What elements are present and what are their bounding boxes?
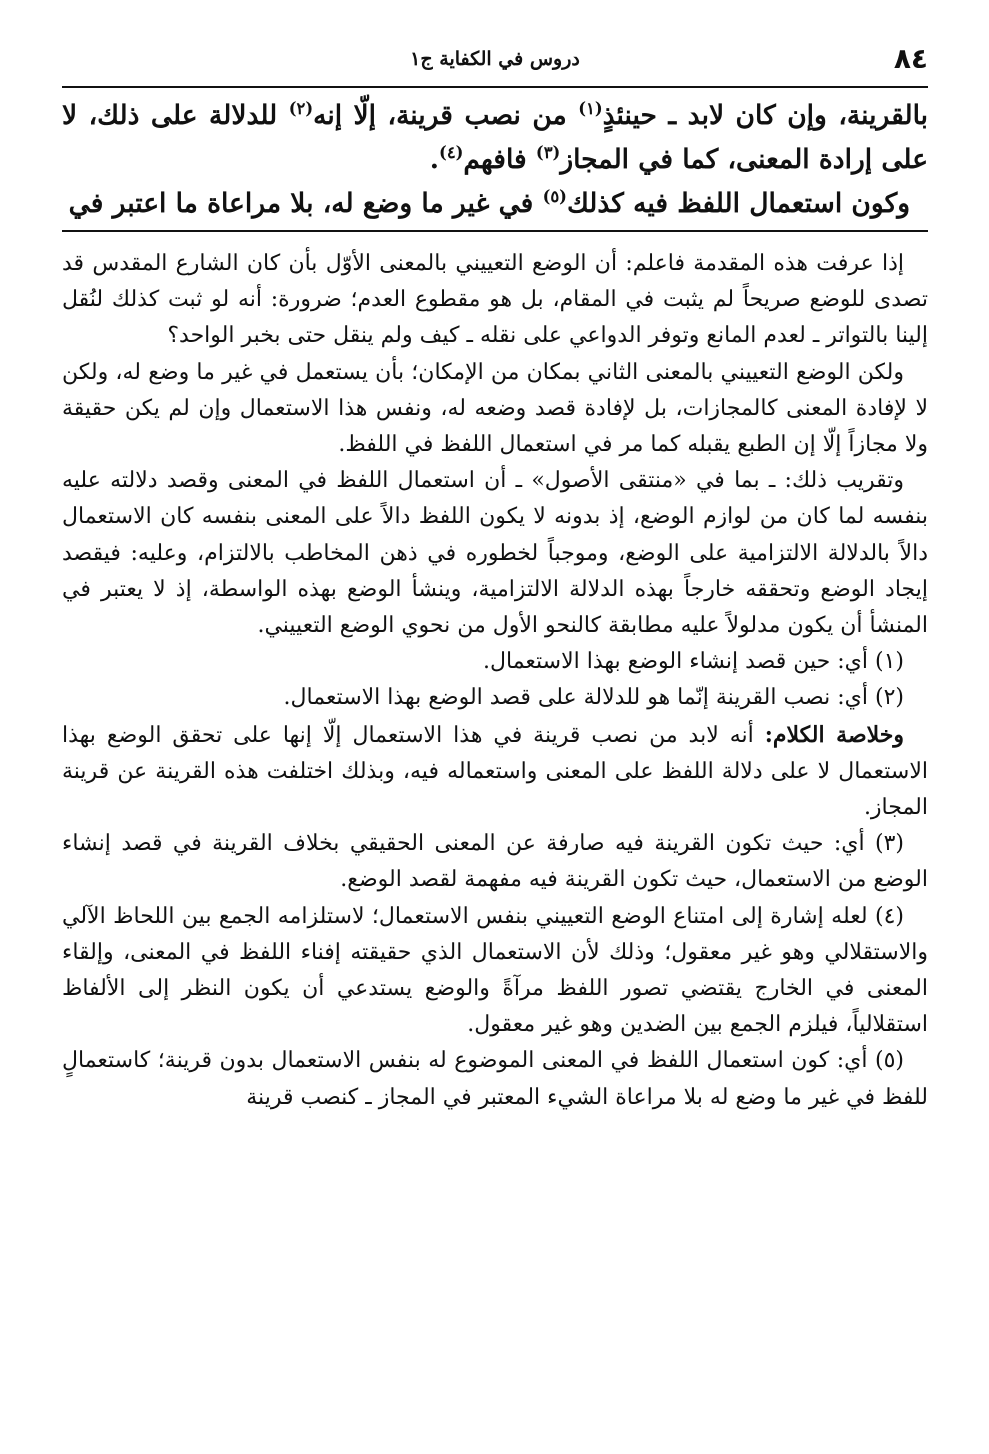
main-text-segment: من نصب قرينة، إلّا إنه [313,100,579,131]
running-title: دروس في الكفاية ج١ [410,48,580,70]
page-header [62,40,928,88]
main-text-segment: للدلالة على ذلك، لا على إرادة المعنى، كما في المجاز [62,100,928,175]
footnote-4: (٤) لعله إشارة إلى امتناع الوضع التعييني بنفس الاستعمال؛ لاستلزامه الجمع بين اللحاظ الآلي والاستقلالي وهو غير معقول؛ وذلك لأن الاستعمال الذي حقيقته إفناء اللفظ في المعنى، وإلقاء المعنى في الخارج يقتضي تصور اللفظ مرآةً والوضع يستدعي أن يكون النظر إلى الألفاظ استقلالياً، فيلزم الجمع بين الضدين وهو غير معقول. [62,903,928,1038]
main-paragraph-1 [62,94,928,182]
footnote-ref-4: (٤) [439,143,464,163]
footnote-5: (٥) أي: كون استعمال اللفظ في المعنى الموضوع له بنفس الاستعمال بدون قرينة؛ كاستعمالٍ للفظ في غير ما وضع له بلا مراعاة الشيء المعتبر في المجاز ـ كنصب قرينة [62,1048,928,1110]
main-text-segment: . [429,144,440,175]
footnote-ref-3: (٣) [535,143,561,163]
summary-lead: وخلاصة الكلام: [764,721,904,748]
footnote-1: (١) أي: حين قصد إنشاء الوضع بهذا الاستعمال. [483,649,904,675]
book-page [62,40,928,1116]
footnote-ref-2: (٢) [288,99,314,119]
commentary-paragraph-1: إذا عرفت هذه المقدمة فاعلم: أن الوضع التعييني بالمعنى الأوّل بأن كان الشارع المقدس قد تصدى للوضع صريحاً لم يثبت في المقام، بل هو مقطوع العدم؛ ضرورة: أنه لو ثبت كذلك لنُقل إلينا بالتواتر ـ لعدم المانع وتوفر الدواعي على نقله ـ كيف ولم ينقل حتى بخبر الواحد؟ [62,251,928,349]
main-text-segment: بالقرينة، وإن كان لابد ـ حينئذٍ [602,100,929,131]
page-number: ٨٤ [893,42,928,75]
main-paragraph-2 [62,182,928,226]
footnote-ref-1: (١) [578,99,603,119]
main-text-segment: وكون استعمال اللفظ فيه كذلك [566,188,910,219]
summary-text: أنه لابد من نصب قرينة في هذا الاستعمال إلّا إنها على تحقق الوضع بهذا الاستعمال لا على دلالة اللفظ على المعنى واستعماله فيه، وبذلك اختلفت هذه القرينة عن قرينة المجاز. [62,722,928,821]
footnote-3: (٣) أي: حيث تكون القرينة فيه صارفة عن المعنى الحقيقي بخلاف القرينة في قصد إنشاء الوضع من الاستعمال، حيث تكون القرينة فيه مفهمة لقصد الوضع. [62,831,928,893]
main-text-segment: فافهم [463,144,536,175]
main-text-segment: في غير ما وضع له، بلا مراعاة ما اعتبر في [68,188,543,219]
separator-line [62,230,928,232]
commentary-paragraph-2: ولكن الوضع التعييني بالمعنى الثاني بمكان من الإمكان؛ بأن يستعمل في غير ما وضع له، ولكن لا لإفادة المعنى كالمجازات، بل لإفادة قصد وضعه له، ونفس هذا الاستعمال وإن لم يكن حقيقة ولا مجازاً إلّا إن الطبع يقبله كما مر في استعمال اللفظ في اللفظ. [62,359,928,458]
commentary-summary [62,717,928,827]
commentary [62,246,928,1116]
footnote-2: (٢) أي: نصب القرينة إنّما هو للدلالة على قصد الوضع بهذا الاستعمال. [283,685,904,711]
commentary-paragraph-3: وتقريب ذلك: ـ بما في «منتقى الأصول» ـ أن استعمال اللفظ في المعنى وقصد دلالته عليه بنفسه لما كان من لوازم الوضع، إذ بدونه لا يكون اللفظ دالاً على المعنى بنفسه كان الاستعمال دالاً بالدلالة الالتزامية على الوضع، وموجباً لخطوره في ذهن المخاطب بالالتزام، وعليه: فيقصد إيجاد الوضع وتحققه خارجاً بهذه الدلالة الالتزامية، وينشأ الوضع بهذه الواسطة، إذ لا يعتبر في المنشأ أن يكون مدلولاً عليه مطابقة كالنحو الأول من نحوي الوضع التعييني. [62,468,928,639]
footnote-ref-5: (٥) [542,187,567,207]
main-text [62,94,928,226]
